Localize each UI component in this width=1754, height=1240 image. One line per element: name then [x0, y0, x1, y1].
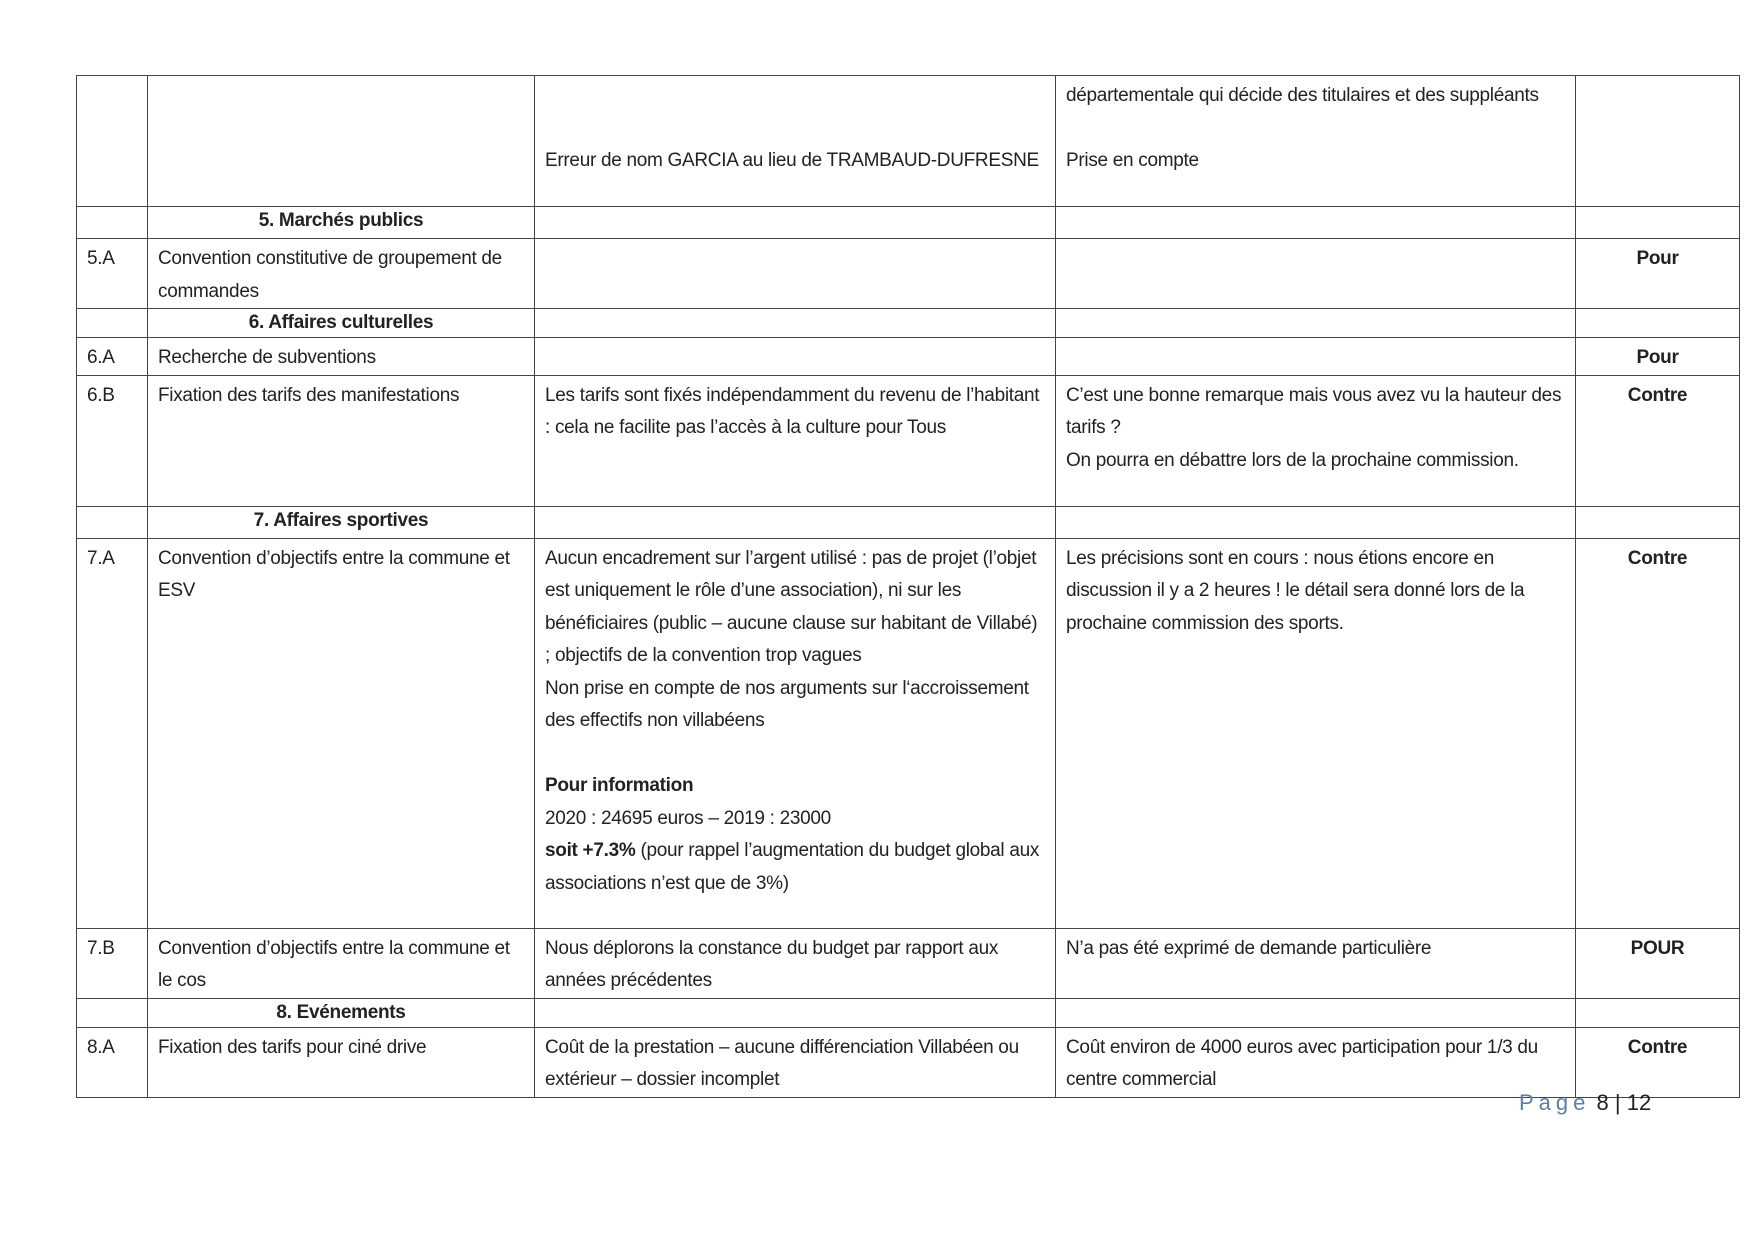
section-row — [77, 506, 1740, 538]
remark-cell — [535, 338, 1056, 376]
table-row — [77, 375, 1740, 506]
vote-cell — [1576, 76, 1740, 207]
answer-cell: C’est une bonne remarque mais vous avez vu la hauteur des tarifs ? On pourra en débattre lors de la prochaine commission. — [1056, 375, 1576, 506]
remark-cell: Coût de la prestation – aucune différenciation Villabéen ou extérieur – dossier incomplet — [535, 1027, 1056, 1097]
section-title: 6. Affaires culturelles — [148, 309, 535, 338]
item-title: Convention constitutive de groupement de commandes — [148, 239, 535, 309]
remark-cell — [535, 538, 1056, 928]
answer-cell: départementale qui décide des titulaires et des suppléants Prise en compte — [1056, 76, 1576, 207]
vote-cell: POUR — [1576, 928, 1740, 998]
cell-empty — [1576, 998, 1740, 1027]
section-title: 8. Evénements — [148, 998, 535, 1027]
page-separator: | — [1614, 1090, 1621, 1115]
cell-empty — [1576, 309, 1740, 338]
remark-cell: Erreur de nom GARCIA au lieu de TRAMBAUD-DUFRESNE — [535, 76, 1056, 207]
cell-empty — [1056, 506, 1576, 538]
cell-empty — [1056, 207, 1576, 239]
deliberations-table — [76, 75, 1740, 1098]
table-row — [77, 538, 1740, 928]
remark-cell: Les tarifs sont fixés indépendamment du revenu de l’habitant : cela ne facilite pas l’accès à la culture pour Tous — [535, 375, 1056, 506]
vote-cell: Contre — [1576, 538, 1740, 928]
item-number: 6.A — [77, 338, 148, 376]
info-line: 2020 : 24695 euros – 2019 : 23000 — [545, 807, 831, 829]
info-bold: soit +7.3% — [545, 840, 636, 861]
table-row — [77, 239, 1740, 309]
remark-text: Aucun encadrement sur l’argent utilisé : pas de projet (l’objet est uniquement le rôle d’une association), ni sur les bénéficiaires (public – aucune clause sur habitant de Villabé) ; objectifs de la convention trop vagues Non prise en compte de nos arguments sur l‘accroissement des effectifs non villabéens — [545, 547, 1038, 731]
cell-empty — [1576, 506, 1740, 538]
info-title: Pour information — [545, 775, 694, 796]
page-number: 8 — [1596, 1090, 1609, 1115]
page-total: 12 — [1626, 1090, 1652, 1115]
table-row — [77, 1027, 1740, 1097]
remark-cell — [535, 239, 1056, 309]
vote-cell: Contre — [1576, 375, 1740, 506]
item-number — [77, 76, 148, 207]
item-number: 6.B — [77, 375, 148, 506]
vote-cell: Contre — [1576, 1027, 1740, 1097]
page-footer — [1519, 1090, 1651, 1116]
item-number: 7.B — [77, 928, 148, 998]
cell-empty — [535, 998, 1056, 1027]
cell-empty — [1056, 998, 1576, 1027]
item-title: Fixation des tarifs des manifestations — [148, 375, 535, 506]
item-number: 5.A — [77, 239, 148, 309]
cell-empty — [77, 207, 148, 239]
item-title: Fixation des tarifs pour ciné drive — [148, 1027, 535, 1097]
cell-empty — [1576, 207, 1740, 239]
section-row — [77, 998, 1740, 1027]
vote-cell: Pour — [1576, 338, 1740, 376]
item-title: Convention d’objectifs entre la commune et le cos — [148, 928, 535, 998]
item-number: 8.A — [77, 1027, 148, 1097]
item-title: Convention d’objectifs entre la commune et ESV — [148, 538, 535, 928]
section-title: 5. Marchés publics — [148, 207, 535, 239]
cell-empty — [77, 309, 148, 338]
item-title — [148, 76, 535, 207]
section-title: 7. Affaires sportives — [148, 506, 535, 538]
cell-empty — [77, 506, 148, 538]
cell-empty — [77, 998, 148, 1027]
table-row — [77, 928, 1740, 998]
item-number: 7.A — [77, 538, 148, 928]
cell-empty — [535, 207, 1056, 239]
page-label: Page — [1519, 1090, 1591, 1115]
section-row — [77, 207, 1740, 239]
answer-cell: Les précisions sont en cours : nous étions encore en discussion il y a 2 heures ! le détail sera donné lors de la prochaine commission des sports. — [1056, 538, 1576, 928]
cell-empty — [535, 309, 1056, 338]
answer-cell — [1056, 239, 1576, 309]
answer-cell — [1056, 338, 1576, 376]
item-title: Recherche de subventions — [148, 338, 535, 376]
remark-cell: Nous déplorons la constance du budget par rapport aux années précédentes — [535, 928, 1056, 998]
table-row — [77, 76, 1740, 207]
vote-cell: Pour — [1576, 239, 1740, 309]
answer-cell: N’a pas été exprimé de demande particulière — [1056, 928, 1576, 998]
cell-empty — [535, 506, 1056, 538]
section-row — [77, 309, 1740, 338]
answer-cell: Coût environ de 4000 euros avec participation pour 1/3 du centre commercial — [1056, 1027, 1576, 1097]
info-rest: (pour rappel l’augmentation du budget global aux associations n’est que de 3%) — [545, 840, 1040, 894]
cell-empty — [1056, 309, 1576, 338]
table-row — [77, 338, 1740, 376]
